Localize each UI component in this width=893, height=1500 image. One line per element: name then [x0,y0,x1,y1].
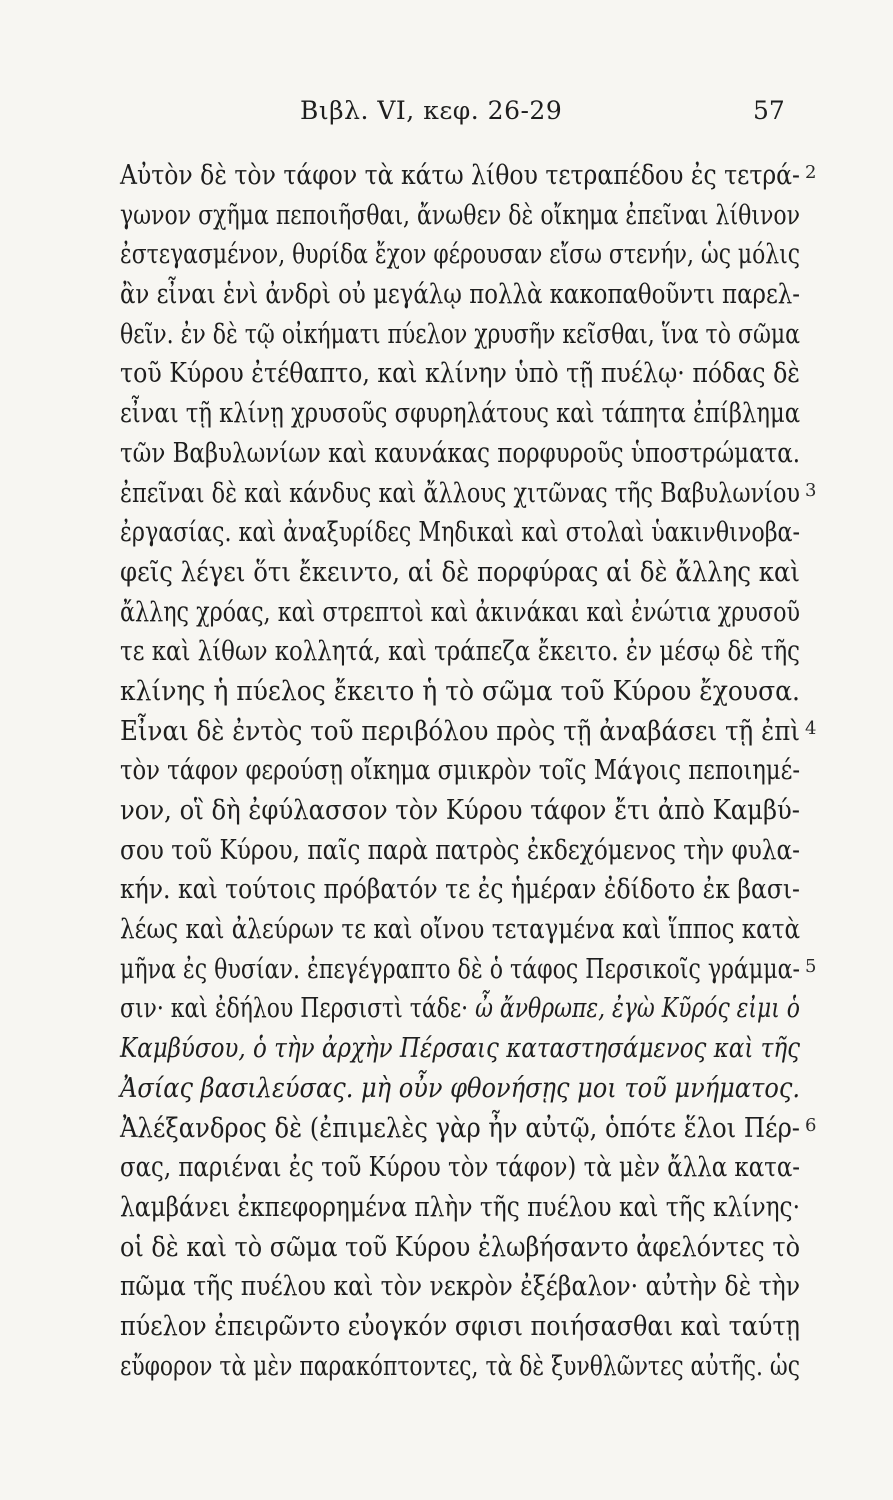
text-line-content: λαμβάνει ἐκπεφορημένα πλὴν τῆς πυέλου καὶ τῆς κλίνης· [120,1190,800,1223]
text-line [120,910,800,950]
text-line-content: φεῖς λέγει ὅτι ἔκειντο, αἱ δὲ πορφύρας αἱ δὲ ἄλλης καὶ [120,555,800,588]
text-line [120,751,800,791]
section-number: 5 [805,956,817,977]
text-line [120,196,800,236]
text-line-content: εὔφορον τὰ μὲν παρακόπτοντες, τὰ δὲ ξυνθλῶντες αὐτῆς. ὡς [120,1349,800,1382]
text-line [120,1267,800,1307]
text-line [120,315,800,355]
text-line-content: ἄλλης χρόας, καὶ στρεπτοὶ καὶ ἀκινάκαι καὶ ἐνώτια χρυσοῦ [120,595,800,628]
text-line [120,870,800,910]
text-line [120,672,800,712]
text-line-content: μῆνα ἐς θυσίαν. ἐπεγέγραπτο δὲ ὁ τάφος Περσικοῖς γράμμα- [120,952,800,985]
text-line-content: Ἀλέξανδρος δὲ (ἐπιμελὲς γὰρ ἦν αὐτῷ, ὁπότε ἕλοι Πέρ- [120,1111,800,1144]
text-line [120,1109,800,1149]
text-line [120,950,800,990]
text-line [120,1307,800,1347]
text-line [120,1188,800,1228]
section-number: 6 [805,1114,817,1136]
text-line-content: ἐστεγασμένον, θυρίδα ἔχον φέρουσαν εἴσω στενήν, ὡς μόλις [120,238,800,271]
section-number: 3 [805,479,817,501]
section-number: 4 [805,717,817,739]
running-head-title: Βιβλ. VI, κεφ. 26-29 [300,96,563,125]
text-line-content: οἱ δὲ καὶ τὸ σῶμα τοῦ Κύρου ἐλωβήσαντο ἀφελόντες τὸ [120,1230,800,1263]
text-line-content: εἶναι τῇ κλίνῃ χρυσοῦς σφυρηλάτους καὶ τάπητα ἐπίβλημα [120,397,800,430]
text-line [120,712,800,752]
text-line-roman-part: σιν· καὶ ἐδήλου Περσιστὶ τάδε· [120,992,476,1025]
text-line-content: πῶμα τῆς πυέλου καὶ τὸν νεκρὸν ἐξέβαλον· αὐτὴν δὲ τὴν [120,1270,800,1303]
text-line-content: Αὐτὸν δὲ τὸν τάφον τὰ κάτω λίθου τετραπέδου ἐς τετρά- [120,159,800,191]
text-line-content: σας, παριέναι ἐς τοῦ Κύρου τὸν τάφον) τὰ μὲν ἄλλα κατα- [120,1151,800,1184]
text-line [120,989,800,1029]
body-text [120,156,800,1386]
text-line [120,1347,800,1387]
text-line-content: Ἀσίας βασιλεύσας. μὴ οὖν φθονήσῃς μοι τοῦ μνήματος. [120,1071,800,1104]
text-line-content: τῶν Βαβυλωνίων καὶ καυνάκας πορφυροῦς ὑποστρώματα. [120,436,800,469]
text-line-content: σου τοῦ Κύρου, παῖς παρὰ πατρὸς ἐκδεχόμενος τὴν φυλα- [120,833,800,866]
text-line [120,1069,800,1109]
text-line-content: πύελον ἐπειρῶντο εὐογκόν σφισι ποιήσασθαι καὶ ταύτῃ [120,1309,800,1342]
text-line-content: Καμβύσου, ὁ τὴν ἀρχὴν Πέρσαις καταστησάμενος καὶ τῆς [120,1032,800,1065]
text-line-content: θεῖν. ἐν δὲ τῷ οἰκήματι πύελον χρυσῆν κεῖσθαι, ἵνα τὸ σῶμα [120,317,800,350]
text-line [120,791,800,831]
text-line-content: κήν. καὶ τούτοις πρόβατόν τε ἐς ἡμέραν ἐδίδοτο ἐκ βασι- [120,873,800,906]
text-line [120,632,800,672]
text-line-content: κλίνης ἡ πύελος ἔκειτο ἡ τὸ σῶμα τοῦ Κύρου ἔχουσα. [120,674,800,707]
text-line-content: λέως καὶ ἀλεύρων τε καὶ οἴνου τεταγμένα καὶ ἵππος κατὰ [120,913,800,946]
text-line [120,156,800,196]
text-line [120,275,800,315]
text-line [120,394,800,434]
text-line-content: τὸν τάφον φερούσῃ οἴκημα σμικρὸν τοῖς Μάγοις πεποιημέ- [120,754,800,787]
text-line-content: νον, οἳ δὴ ἐφύλασσον τὸν Κύρου τάφον ἔτι ἀπὸ Καμβύ- [120,794,800,826]
text-line [120,1148,800,1188]
text-line-content [120,989,800,1029]
text-line [120,593,800,633]
text-line [120,434,800,474]
text-line-content: ἐπεῖναι δὲ καὶ κάνδυς καὶ ἄλλους χιτῶνας τῆς Βαβυλωνίου [120,476,800,509]
text-line [120,235,800,275]
page-number: 57 [753,96,785,125]
text-line [120,474,800,514]
text-line [120,354,800,394]
text-line-content: ἂν εἶναι ἑνὶ ἀνδρὶ οὐ μεγάλῳ πολλὰ κακοπαθοῦντι παρελ- [120,278,800,311]
text-line-content: τε καὶ λίθων κολλητά, καὶ τράπεζα ἔκειτο. ἐν μέσῳ δὲ τῆς [120,635,800,668]
text-line [120,553,800,593]
inscription-italic-part: ὦ ἄνθρωπε, ἐγὼ Κῦρός εἰμι ὁ [475,992,800,1025]
text-line-content: ἐργασίας. καὶ ἀναξυρίδες Μηδικαὶ καὶ στολαὶ ὑακινθινοβα- [120,516,800,549]
text-line [120,513,800,553]
running-header [0,96,893,136]
text-line [120,831,800,871]
text-line [120,1228,800,1268]
text-line [120,1029,800,1069]
text-line-content: τοῦ Κύρου ἐτέθαπτο, καὶ κλίνην ὑπὸ τῇ πυέλῳ· πόδας δὲ [120,357,800,390]
text-line-content: γωνον σχῆμα πεποιῆσθαι, ἄνωθεν δὲ οἴκημα ἐπεῖναι λίθινον [120,198,800,231]
section-number: 2 [805,162,817,183]
text-line-content: Εἶναι δὲ ἐντὸς τοῦ περιβόλου πρὸς τῇ ἀναβάσει τῇ ἐπὶ [120,714,800,747]
